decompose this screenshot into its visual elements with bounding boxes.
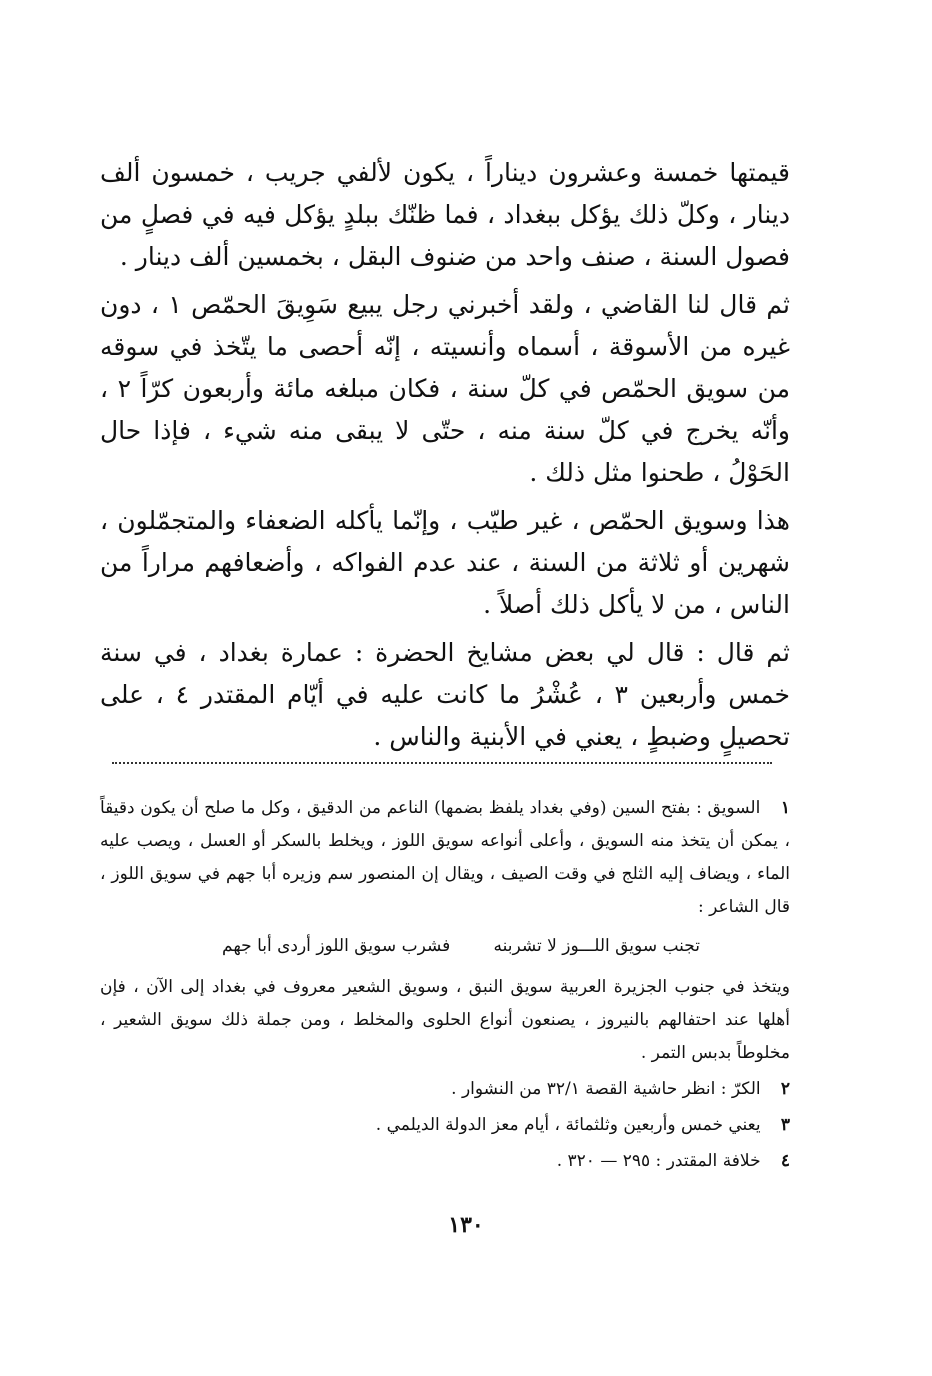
footnote-2 bbox=[100, 1073, 790, 1106]
paragraph-4: ثم قال : قال لي بعض مشايخ الحضرة : عمارة بغداد ، في سنة خمس وأربعين ٣ ، عُشْرُ ما كانت عليه في أيّام المقتدر ٤ ، على تحصيلٍ وضبطٍ ، يعني في الأبنية والناس . bbox=[100, 638, 791, 751]
verse-first-hemistich: تجنب سويق اللـــوز لا تشربنه bbox=[493, 936, 700, 956]
footnote-4-number: ٤ bbox=[780, 1151, 790, 1171]
footnote-4 bbox=[100, 1145, 790, 1178]
paragraph-2: ثم قال لنا القاضي ، ولقد أخبرني رجل يبيع سَوِيقَ الحمّص ١ ، دون غيره من الأسوقة ، أسماه وأنسيته ، إنّه أحصى ما يتّخذ في سوقه من سويق الحمّص في كلّ سنة ، فكان مبلغه مائة وأربعون كرّاً ٢ ، وأنّه يخرج في كلّ سنة منه ، حتّى لا يبقى منه شيء ، فإذا حال الحَوْلُ ، طحنوا مثل ذلك . bbox=[100, 290, 791, 487]
footnote-divider bbox=[112, 762, 772, 764]
footnote-1-text: السويق : بفتح السين (وفي بغداد يلفظ بضمها) الناعم من الدقيق ، وكل ما صلح أن يكون دقيقاً ، يمكن أن يتخذ منه السويق ، وأعلى أنواعه سويق اللوز ، ويخلط بالسكر أو العسل ، ويصب عليه الماء ، ويضاف إليه الثلج في وقت الصيف ، ويقال إن المنصور سم وزيره أبا جهم في سويق اللوز ، قال الشاعر : bbox=[100, 798, 790, 917]
paragraph-1: قيمتها خمسة وعشرون ديناراً ، يكون لألفي جريب ، خمسون ألف دينار ، وكلّ ذلك يؤكل ببغداد ، فما ظنّك ببلدٍ يؤكل فيه في فصلٍ من فصول السنة ، صنف واحد من ضنوف البقل ، بخمسين ألف دينار . bbox=[100, 158, 790, 271]
verse-second-hemistich: فشرب سويق اللوز أردى أبا جهم bbox=[222, 936, 451, 956]
footnotes bbox=[100, 792, 790, 1181]
footnote-1-verse bbox=[100, 930, 790, 963]
footnote-4-text: خلافة المقتدر : ٢٩٥ — ٣٢٠ . bbox=[556, 1151, 761, 1171]
footnote-3-number: ٣ bbox=[780, 1115, 790, 1135]
footnote-3-text: يعني خمس وأربعين وثلثمائة ، أيام معز الدولة الديلمي . bbox=[375, 1115, 761, 1135]
paragraph-3: هذا وسويق الحمّص ، غير طيّب ، وإنّما يأكله الضعفاء والمتجمّلون ، شهرين أو ثلاثة من السنة ، عند عدم الفواكه ، وأضعافهم مراراً من الناس ، من لا يأكل ذلك أصلاً . bbox=[100, 506, 790, 619]
footnote-2-number: ٢ bbox=[780, 1079, 790, 1099]
footnote-2-text: الكرّ : انظر حاشية القصة ٣٢/١ من النشوار . bbox=[451, 1079, 761, 1099]
footnote-1-number: ١ bbox=[780, 798, 791, 818]
footnote-1-continuation: ويتخذ في جنوب الجزيرة العربية سويق النبق ، وسويق الشعير معروف في بغداد إلى الآن ، فإن أهلها عند احتفالهم بالنيروز ، يصنعون أنواع الحلوى والمخلط ، ومن جملة ذلك سويق الشعير ، مخلوطاً بدبس التمر . bbox=[100, 977, 790, 1063]
page-number: ١٣٠ bbox=[448, 1212, 484, 1238]
main-text bbox=[100, 152, 790, 764]
footnote-3 bbox=[100, 1109, 790, 1142]
footnote-1 bbox=[100, 792, 790, 1070]
